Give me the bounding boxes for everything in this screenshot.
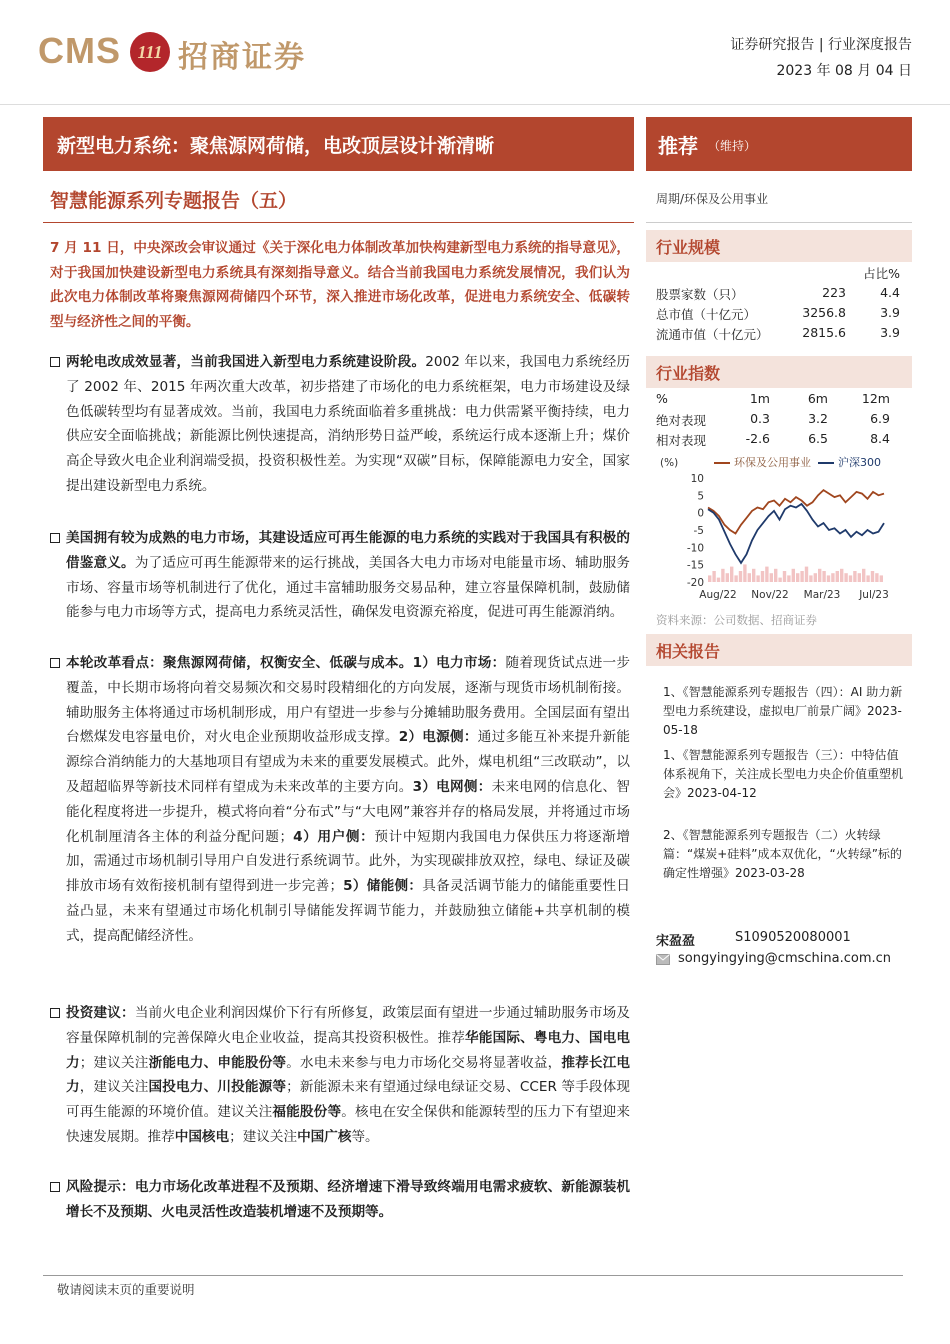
bullet-4-s3: 推荐长江电力: [66, 1054, 631, 1096]
volume-bar: [880, 575, 883, 582]
y-tick-label: -20: [686, 577, 704, 589]
volume-bar: [778, 578, 781, 582]
report-subtitle: 智慧能源系列专题报告（五）: [50, 190, 298, 212]
bullet-5: [50, 1175, 630, 1225]
scale-row: 总市值（十亿元） 3256.8 3.9: [656, 305, 900, 322]
chart-y-ticks: [687, 473, 704, 589]
x-tick-label: Nov/22: [751, 589, 789, 601]
bullet-4-t8: 等。: [351, 1128, 379, 1145]
scale-row: 股票家数（只） 223 4.4: [656, 285, 900, 302]
industry-index-heading: 行业指数: [646, 356, 912, 388]
volume-bar: [849, 575, 852, 582]
report-date: 2023 年 08 月 04 日: [776, 63, 912, 79]
bullet-4-t1: 当前火电企业利润因煤价下行有所修复，政策层面有望进一步通过辅助服务市场及容量保障机制的完善保障火电企业收益，提高其投资积极性。推荐: [66, 1005, 631, 1046]
y-tick-label: 5: [697, 490, 704, 503]
mail-icon: [656, 954, 670, 965]
bullet-square-icon: [50, 658, 60, 668]
volume-bar: [730, 567, 733, 582]
volume-bar: [836, 571, 839, 582]
volume-bar: [840, 569, 843, 582]
y-tick-label: -10: [686, 542, 704, 555]
bullet-2-text: 为了适应可再生能源带来的运行挑战，美国各大电力市场对电能量市场、辅助服务市场、容量市场等机制进行了优化，通过丰富辅助服务交易品种，建立容量保障机制，鼓励储能参与电力市场等方式，提高电力系统灵活性，确保发电资源充裕度，促进可再生能源消纳。: [66, 554, 631, 621]
volume-bar: [726, 573, 729, 582]
bullet-3: [50, 651, 630, 949]
y-tick-label: 0: [697, 507, 704, 520]
volume-bar: [743, 564, 746, 582]
bullet-4-s5: 福能股份等: [272, 1104, 342, 1121]
volume-bar: [717, 578, 720, 582]
bullet-4-t6: 。核电在安全保供和能源转型的压力下有望迎来快速发展期。推荐: [66, 1104, 631, 1145]
logo-cn: 招商证券: [178, 40, 306, 75]
volume-bar: [871, 571, 874, 582]
analyst-name: 宋盈盈: [656, 934, 696, 949]
volume-bar: [831, 573, 834, 582]
volume-bar: [805, 567, 808, 582]
volume-bar: [783, 571, 786, 582]
analyst-id: S1090520080001: [735, 930, 851, 945]
bullet-2: [50, 526, 630, 625]
volume-bar: [734, 575, 737, 582]
bullet-3-h4: 4）用户侧：: [293, 828, 375, 845]
bullet-4-t4: ，建议关注: [79, 1079, 149, 1096]
bullet-3-t5: 具备灵活调节能力的储能重要性日益凸显，未来有望通过市场化机制引导储能发挥调节能力，并鼓励独立储能+共享机制的模式，提高配储经济性。: [66, 878, 631, 944]
bullet-3-t1: 随着现货试点进一步覆盖，中长期市场将向着交易频次和交易时段精细化的方向发展，逐渐与现货市场机制衔接。辅助服务主体将通过市场机制形成，用户有望进一步参与分摊辅助服务费用。全国层面有望出台燃煤发电容量电价，对火电企业预期收益形成支撑。: [66, 655, 631, 746]
company-logo: [38, 30, 328, 82]
volume-bar: [809, 575, 812, 582]
report-type: 证券研究报告 | 行业深度报告: [730, 37, 912, 53]
series-line: [708, 490, 884, 533]
related-report-item[interactable]: 1、《智慧能源系列专题报告（三）：中特估值体系视角下，关注成长型电力央企价值重塑机会》2023-04-12: [663, 748, 904, 800]
bullet-5-lead: 风险提示：: [66, 1179, 135, 1195]
report-title: 新型电力系统：聚焦源网荷储，电改顶层设计渐清晰: [57, 135, 495, 157]
bullet-3-t4: 预计中短期内我国电力保供压力将逐渐增加，需通过市场机制引导用户自发进行系统调节。此外，为实现碳排放双控，绿电、绿证及碳排放市场有效衔接机制有望得到进一步完善；: [66, 828, 630, 895]
volume-bar: [770, 573, 773, 582]
bullet-4-t5: ；新能源未来有望通过绿电绿证交易、CCER 等手段体现可再生能源的环境价值。建议关注: [66, 1079, 631, 1121]
bullet-square-icon: [50, 533, 60, 543]
volume-bar: [800, 571, 803, 582]
volume-bar: [875, 573, 878, 582]
bullet-5-text: 电力市场化改革进程不及预期、经济增速下滑导致终端用电需求疲软、新能源装机增长不及预期、火电灵活性改造装机增速不及预期等。: [66, 1179, 631, 1220]
volume-bar: [739, 571, 742, 582]
chart-legend-series-2: 沪深300: [818, 454, 881, 470]
bullet-1-text: 2002 年以来，我国电力系统经历了 2002 年、2015 年两次重大改革，初步搭建了市场化的电力系统框架，电力市场建设及绿色低碳转型均有显著成效。当前，我国电力系统面临着多重挑战：电力供需紧平衡持续，电力供应安全面临挑战；新能源比例快速提高，消纳形势日益严峻，系统运行成本逐渐上升；煤价高企导致火电企业利润端受损，投资积极性差。为实现“双碳”目标，保障能源电力安全，国家提出建设新型电力系统。: [66, 354, 630, 494]
analyst-email[interactable]: songyingying@cmschina.com.cn: [678, 951, 892, 966]
volume-bar: [774, 569, 777, 582]
volume-bar: [814, 573, 817, 582]
bullet-4-t2: ；建议关注: [79, 1054, 149, 1071]
bullet-3-h5: 5）储能侧：: [343, 878, 423, 895]
chart-x-ticks: [699, 589, 888, 601]
bullet-3-t3: 未来电网的信息化、智能化程度将进一步提升，模式将向着“分布式”与“大电网”兼容并存的格局发展，并将通过市场化机制厘清各主体的利益分配问题；: [66, 778, 631, 845]
bullet-square-icon: [50, 357, 60, 367]
volume-bar: [761, 571, 764, 582]
bullet-3-t2: 通过多能互补来提升新能源综合消纳能力的大基地项目有望成为未来的重要发展模式。此外，煤电机组“三改联动”，以及超超临界等新技术同样有望成为未来改革的主要方向。: [66, 729, 630, 795]
related-report-item[interactable]: 1、《智慧能源系列专题报告（四）：AI 助力新型电力系统建设，虚拟电厂前景广阔》2023-05-18: [663, 685, 903, 737]
volume-bar: [752, 569, 755, 582]
index-row: 相对表现 -2.6 6.5 8.4: [656, 431, 890, 448]
bullet-4: [50, 1001, 630, 1150]
volume-bar: [756, 575, 759, 582]
chart-source: 资料来源：公司数据、招商证券: [656, 613, 817, 627]
bullet-4-t3: 。水电未来参与电力市场化交易将显著收益，: [286, 1054, 562, 1071]
scale-ratio-header: 占比%: [863, 266, 900, 281]
volume-bar: [818, 569, 821, 582]
volume-bar: [787, 575, 790, 582]
bullet-square-icon: [50, 1182, 60, 1192]
rating-main: 推荐: [658, 134, 698, 158]
bullet-4-t7: ；建议关注: [229, 1128, 298, 1145]
volume-bar: [866, 575, 869, 582]
rating-sub: （维持）: [708, 139, 757, 153]
chart-legend-series-1: 环保及公用事业: [714, 454, 811, 470]
bullet-2-lead: 美国拥有较为成熟的电力市场，其建设适应可再生能源的电力系统的实践对于我国具有积极的借鉴意义。: [66, 530, 630, 571]
volume-bar: [792, 569, 795, 582]
bullet-1: [50, 350, 630, 499]
related-reports-heading: 相关报告: [646, 634, 912, 666]
volume-bars: [708, 564, 883, 582]
bullet-4-lead: 投资建议：: [66, 1005, 135, 1021]
volume-bar: [712, 571, 715, 582]
title-band: [43, 117, 634, 171]
volume-bar: [721, 569, 724, 582]
volume-bar: [796, 573, 799, 582]
chart-series-lines: [708, 490, 884, 563]
volume-bar: [765, 567, 768, 582]
y-tick-label: -5: [693, 525, 704, 537]
bullet-4-s2: 浙能电力、申能股份等: [148, 1054, 287, 1071]
bullet-1-lead: 两轮电改成效显著，当前我国进入新型电力系统建设阶段。: [66, 354, 426, 370]
volume-bar: [853, 571, 856, 582]
bullet-4-s6: 中国核电: [174, 1128, 230, 1145]
x-tick-label: Aug/22: [699, 589, 737, 601]
bullet-4-s1: 华能国际、粤电力、国电电力: [66, 1029, 631, 1071]
footer-divider: [43, 1275, 903, 1276]
bullet-3-h1: 1）电力市场：: [412, 655, 506, 671]
volume-bar: [862, 569, 865, 582]
industry-scale-heading: 行业规模: [646, 230, 912, 262]
footer-note: 敬请阅读末页的重要说明: [57, 1282, 195, 1297]
related-report-item[interactable]: 2、《智慧能源系列专题报告（二）火转绿篇：“煤炭+硅料”成本双优化，“火转绿”标的确定性增强》2023-03-28: [663, 828, 902, 880]
bullet-square-icon: [50, 1008, 60, 1018]
index-header-row: % 1m 6m 12m: [656, 391, 890, 406]
volume-bar: [858, 573, 861, 582]
index-row: 绝对表现 0.3 3.2 6.9: [656, 411, 890, 428]
logo-en: CMS: [38, 30, 121, 71]
sector-divider: [646, 222, 912, 223]
header-divider: [0, 104, 950, 105]
volume-bar: [844, 573, 847, 582]
subtitle-divider: [43, 222, 634, 223]
scale-row: 流通市值（十亿元） 2815.6 3.9: [656, 325, 900, 342]
performance-chart: [646, 450, 912, 610]
volume-bar: [748, 573, 751, 582]
chart-y-unit: (%): [660, 457, 679, 469]
scale-ratio-header-row: [656, 264, 906, 284]
y-tick-label: -15: [686, 559, 704, 572]
bullet-3-lead: 本轮改革看点：聚焦源网荷储，权衡安全、低碳与成本。: [66, 655, 413, 671]
volume-bar: [822, 571, 825, 582]
bullet-4-s7: 中国广核: [297, 1128, 352, 1145]
x-tick-label: Mar/23: [803, 589, 841, 601]
logo-badge-icon: 111: [130, 32, 170, 72]
volume-bar: [827, 575, 830, 582]
x-tick-label: Jul/23: [859, 589, 889, 601]
bullet-3-h3: 3）电网侧：: [412, 778, 492, 795]
bullet-3-h2: 2）电源侧：: [398, 729, 478, 746]
sector-label: 周期/环保及公用事业: [656, 192, 769, 206]
bullet-4-s4: 国投电力、川投能源等: [148, 1079, 287, 1096]
rating-band: [646, 117, 912, 171]
y-tick-label: 10: [690, 473, 704, 485]
abstract: 7 月 11 日，中央深改会审议通过《关于深化电力体制改革加快构建新型电力系统的指导意见》，对于我国加快建设新型电力系统具有深刻指导意义。结合当前我国电力系统发展情况，我们认为此次电力体制改革将聚焦源网荷储四个环节，深入推进市场化改革，促进电力系统安全、低碳转型与经济性之间的平衡。: [50, 240, 630, 330]
volume-bar: [708, 575, 711, 582]
